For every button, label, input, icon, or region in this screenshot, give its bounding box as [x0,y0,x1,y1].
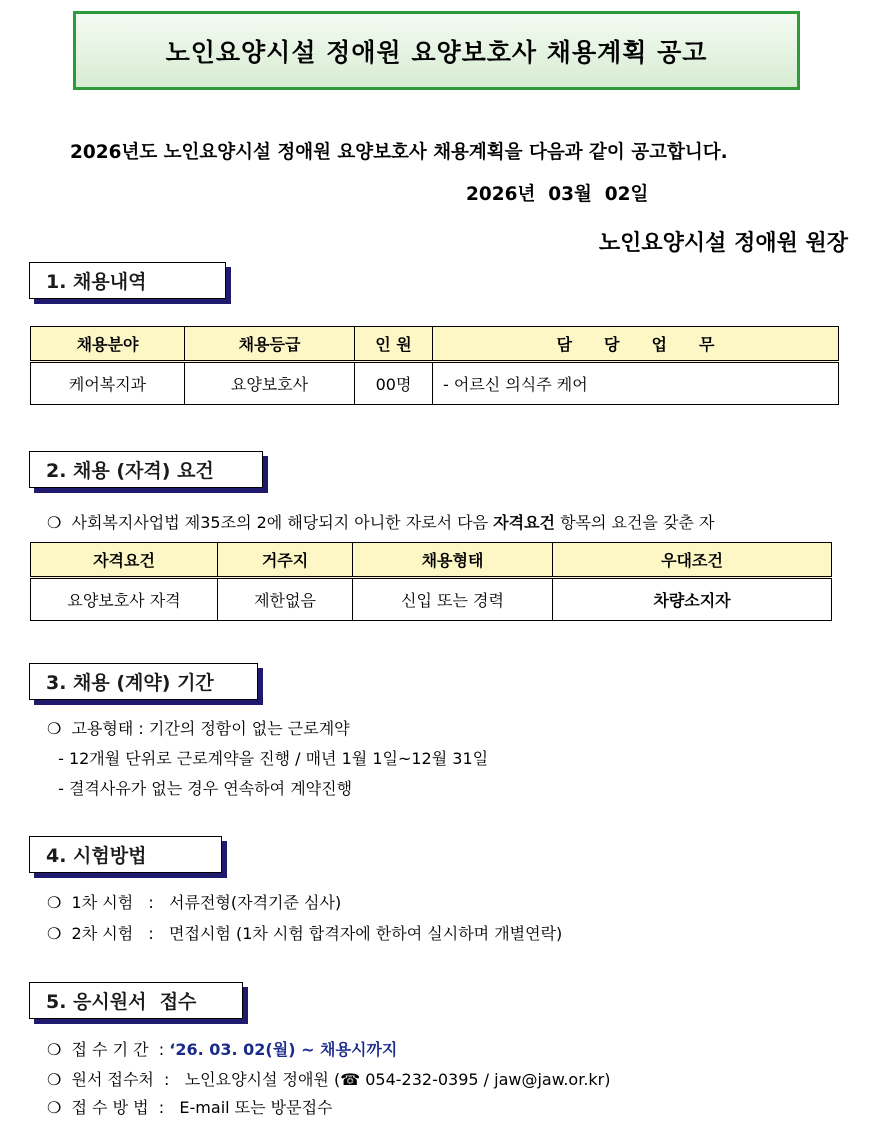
table-row [31,362,839,405]
section-2-title: 2. 채용 (자격) 요건 [46,460,214,482]
exam-line-1: ❍ 1차 시험 : 서류전형(자격기준 심사) [47,893,342,912]
header-cell: 채용형태 [353,543,553,578]
header-cell: 채용등급 [185,327,355,362]
section-5-title: 5. 응시원서 접수 [46,991,197,1013]
table-cell: 제한없음 [218,578,353,621]
section-1-heading [29,262,226,299]
apply-period-label: ❍ 접 수 기 간 : [47,1040,170,1059]
apply-period-value: ‘26. 03. 02(월) ~ 채용시까지 [169,1040,398,1059]
contract-line-2: - 12개월 단위로 근로계약을 진행 / 매년 1월 1일~12월 31일 [53,749,489,768]
table-cell: - 어르신 의식주 케어 [433,362,839,405]
section-3-title: 3. 채용 (계약) 기간 [46,672,214,694]
requirements-table [30,542,832,621]
header-cell: 거주지 [218,543,353,578]
apply-place: ❍ 원서 접수처 : 노인요양시설 정애원 (☎ 054-232-0395 / jaw@jaw.or.kr) [47,1070,611,1089]
requirement-note [47,510,714,533]
recruit-table [30,326,839,405]
section-2-heading [29,451,263,488]
requirement-note-text: ❍ 사회복지사업법 제35조의 2에 해당되지 아니한 자로서 다음 [47,513,494,532]
requirement-note-bold: 자격요건 [493,513,555,532]
table-cell: 차량소지자 [553,578,832,621]
header-cell: 담 당 업 무 [433,327,839,362]
contract-line-1: ❍ 고용형태 : 기간의 정함이 없는 근로계약 [47,719,350,738]
table-header-row [31,543,832,578]
notice-date: 2026년 03월 02일 [466,184,649,205]
table-header-row [31,327,839,362]
section-5-heading [29,982,243,1019]
apply-period [47,1037,397,1060]
contract-line-3: - 결격사유가 없는 경우 연속하여 계약진행 [53,779,353,798]
section-4-title: 4. 시험방법 [46,845,147,867]
table-cell: 신입 또는 경력 [353,578,553,621]
section-3-heading [29,663,258,700]
apply-method: ❍ 접 수 방 법 : E-mail 또는 방문접수 [47,1098,333,1117]
table-row [31,578,832,621]
section-4-heading [29,836,222,873]
section-1-title: 1. 채용내역 [46,271,147,293]
header-cell: 자격요건 [31,543,218,578]
table-cell: 케어복지과 [31,362,185,405]
table-cell: 00명 [355,362,433,405]
notice-title: 노인요양시설 정애원 요양보호사 채용계획 공고 [165,37,708,67]
header-cell: 채용분야 [31,327,185,362]
table-cell: 요양보호사 [185,362,355,405]
requirement-note-text-end: 항목의 요건을 갖춘 자 [554,513,715,532]
table-cell: 요양보호사 자격 [31,578,218,621]
notice-title-box [73,11,800,90]
header-cell: 우대조건 [553,543,832,578]
exam-line-2: ❍ 2차 시험 : 면접시험 (1차 시험 합격자에 한하여 실시하며 개별연락) [47,924,563,943]
intro-text: 2026년도 노인요양시설 정애원 요양보호사 채용계획을 다음과 같이 공고합니다. [70,142,728,163]
signer: 노인요양시설 정애원 원장 [598,231,848,256]
header-cell: 인 원 [355,327,433,362]
